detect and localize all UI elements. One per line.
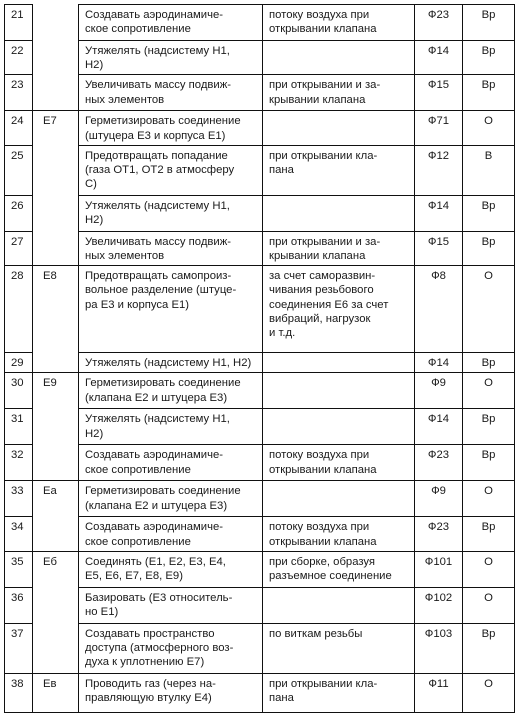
row-number-cell: 28 [5,266,33,353]
rank-mark-cell: О [463,111,515,145]
function-cell: Создавать аэродинамиче- ское сопротивление [79,445,263,481]
element-cell: Е7 [33,111,79,266]
rank-mark-cell: О [463,481,515,517]
row-number-cell: 35 [5,551,33,587]
table-row [5,673,515,712]
table-row [5,231,515,265]
function-cell: Предотвращать попадание (газа ОТ1, ОТ2 в атмосферу С) [79,145,263,195]
row-number-cell: 38 [5,673,33,712]
row-number-cell: 34 [5,517,33,551]
function-cell: Проводить газ (через на- правляющую втулку Е4) [79,673,263,712]
condition-cell: потоку воздуха при открывании клапана [263,5,415,41]
function-cell: Увеличивать массу подвиж- ных элементов [79,75,263,111]
table-row [5,445,515,481]
function-code-cell: Ф14 [415,195,463,231]
rank-mark-cell: О [463,373,515,409]
row-number-cell: 23 [5,75,33,111]
rank-mark-cell: О [463,587,515,623]
function-code-cell: Ф11 [415,673,463,712]
table-row [5,41,515,75]
rank-mark-cell: О [463,551,515,587]
table-row [5,111,515,145]
function-code-cell: Ф14 [415,353,463,373]
row-number-cell: 27 [5,231,33,265]
element-cell [33,5,79,111]
rank-mark-cell: О [463,673,515,712]
function-code-cell: Ф15 [415,75,463,111]
rank-mark-cell: Вр [463,195,515,231]
function-cell: Герметизировать соединение (клапана Е2 и штуцера Е3) [79,481,263,517]
condition-cell [263,41,415,75]
row-number-cell: 36 [5,587,33,623]
rank-mark-cell: Вр [463,409,515,445]
condition-cell: при открывании кла- пана [263,145,415,195]
function-cell: Утяжелять (надсистему Н1, Н2) [79,195,263,231]
function-cell: Соединять (Е1, Е2, Е3, Е4, Е5, Е6, Е7, Е8, Е9) [79,551,263,587]
rank-mark-cell: О [463,266,515,353]
element-cell: Е8 [33,266,79,373]
element-cell: Еб [33,551,79,673]
row-number-cell: 29 [5,353,33,373]
table-body [5,5,515,713]
condition-cell [263,353,415,373]
condition-cell: потоку воздуха при открывании клапана [263,517,415,551]
rank-mark-cell: Вр [463,231,515,265]
element-cell: Е9 [33,373,79,481]
table-row [5,551,515,587]
rank-mark-cell: Вр [463,75,515,111]
rank-mark-cell: Вр [463,623,515,673]
function-code-cell: Ф102 [415,587,463,623]
condition-cell: по виткам резьбы [263,623,415,673]
function-code-cell: Ф12 [415,145,463,195]
row-number-cell: 25 [5,145,33,195]
condition-cell: потоку воздуха при открывании клапана [263,445,415,481]
condition-cell [263,587,415,623]
function-cell: Герметизировать соединение (штуцера Е3 и корпуса Е1) [79,111,263,145]
row-number-cell: 33 [5,481,33,517]
function-cell: Предотвращать самопроиз- вольное разделение (штуце- ра Е3 и корпуса Е1) [79,266,263,353]
condition-cell [263,111,415,145]
row-number-cell: 37 [5,623,33,673]
function-code-cell: Ф23 [415,517,463,551]
function-code-cell: Ф101 [415,551,463,587]
table-row [5,587,515,623]
function-code-cell: Ф9 [415,481,463,517]
function-code-cell: Ф8 [415,266,463,353]
function-cell: Создавать аэродинамиче- ское сопротивление [79,5,263,41]
row-number-cell: 32 [5,445,33,481]
condition-cell: при открывании и за- крывании клапана [263,75,415,111]
table-row [5,75,515,111]
row-number-cell: 31 [5,409,33,445]
function-code-cell: Ф14 [415,41,463,75]
table-row [5,195,515,231]
functions-table [4,4,515,713]
element-cell: Еа [33,481,79,551]
condition-cell [263,195,415,231]
function-code-cell: Ф71 [415,111,463,145]
condition-cell: при сборке, образуя разъемное соединение [263,551,415,587]
function-cell: Утяжелять (надсистему Н1, Н2) [79,353,263,373]
function-cell: Утяжелять (надсистему Н1, Н2) [79,409,263,445]
rank-mark-cell: Вр [463,517,515,551]
function-cell: Базировать (Е3 относитель- но Е1) [79,587,263,623]
row-number-cell: 24 [5,111,33,145]
row-number-cell: 26 [5,195,33,231]
element-cell: Ев [33,673,79,712]
table-row [5,623,515,673]
condition-cell: за счет саморазвин- чивания резьбового соединения Е6 за счет вибраций, нагрузок и т.д. [263,266,415,353]
function-code-cell: Ф9 [415,373,463,409]
rank-mark-cell: Вр [463,353,515,373]
rank-mark-cell: Вр [463,445,515,481]
function-cell: Создавать пространство доступа (атмосферного воз- духа к уплотнению Е7) [79,623,263,673]
row-number-cell: 22 [5,41,33,75]
table-row [5,353,515,373]
condition-cell [263,481,415,517]
rank-mark-cell: Вр [463,5,515,41]
condition-cell: при открывании и за- крывании клапана [263,231,415,265]
condition-cell: при открывании кла- пана [263,673,415,712]
table-row [5,5,515,41]
table-row [5,373,515,409]
table-row [5,266,515,353]
rank-mark-cell: В [463,145,515,195]
function-cell: Создавать аэродинамиче- ское сопротивление [79,517,263,551]
condition-cell [263,373,415,409]
function-cell: Герметизировать соединение (клапана Е2 и штуцера Е3) [79,373,263,409]
function-cell: Увеличивать массу подвиж- ных элементов [79,231,263,265]
function-code-cell: Ф23 [415,5,463,41]
table-row [5,409,515,445]
condition-cell [263,409,415,445]
table-row [5,145,515,195]
function-code-cell: Ф103 [415,623,463,673]
functions-table-container [4,4,515,713]
table-row [5,517,515,551]
function-code-cell: Ф23 [415,445,463,481]
table-row [5,481,515,517]
function-code-cell: Ф15 [415,231,463,265]
row-number-cell: 30 [5,373,33,409]
function-code-cell: Ф14 [415,409,463,445]
rank-mark-cell: Вр [463,41,515,75]
function-cell: Утяжелять (надсистему Н1, Н2) [79,41,263,75]
row-number-cell: 21 [5,5,33,41]
